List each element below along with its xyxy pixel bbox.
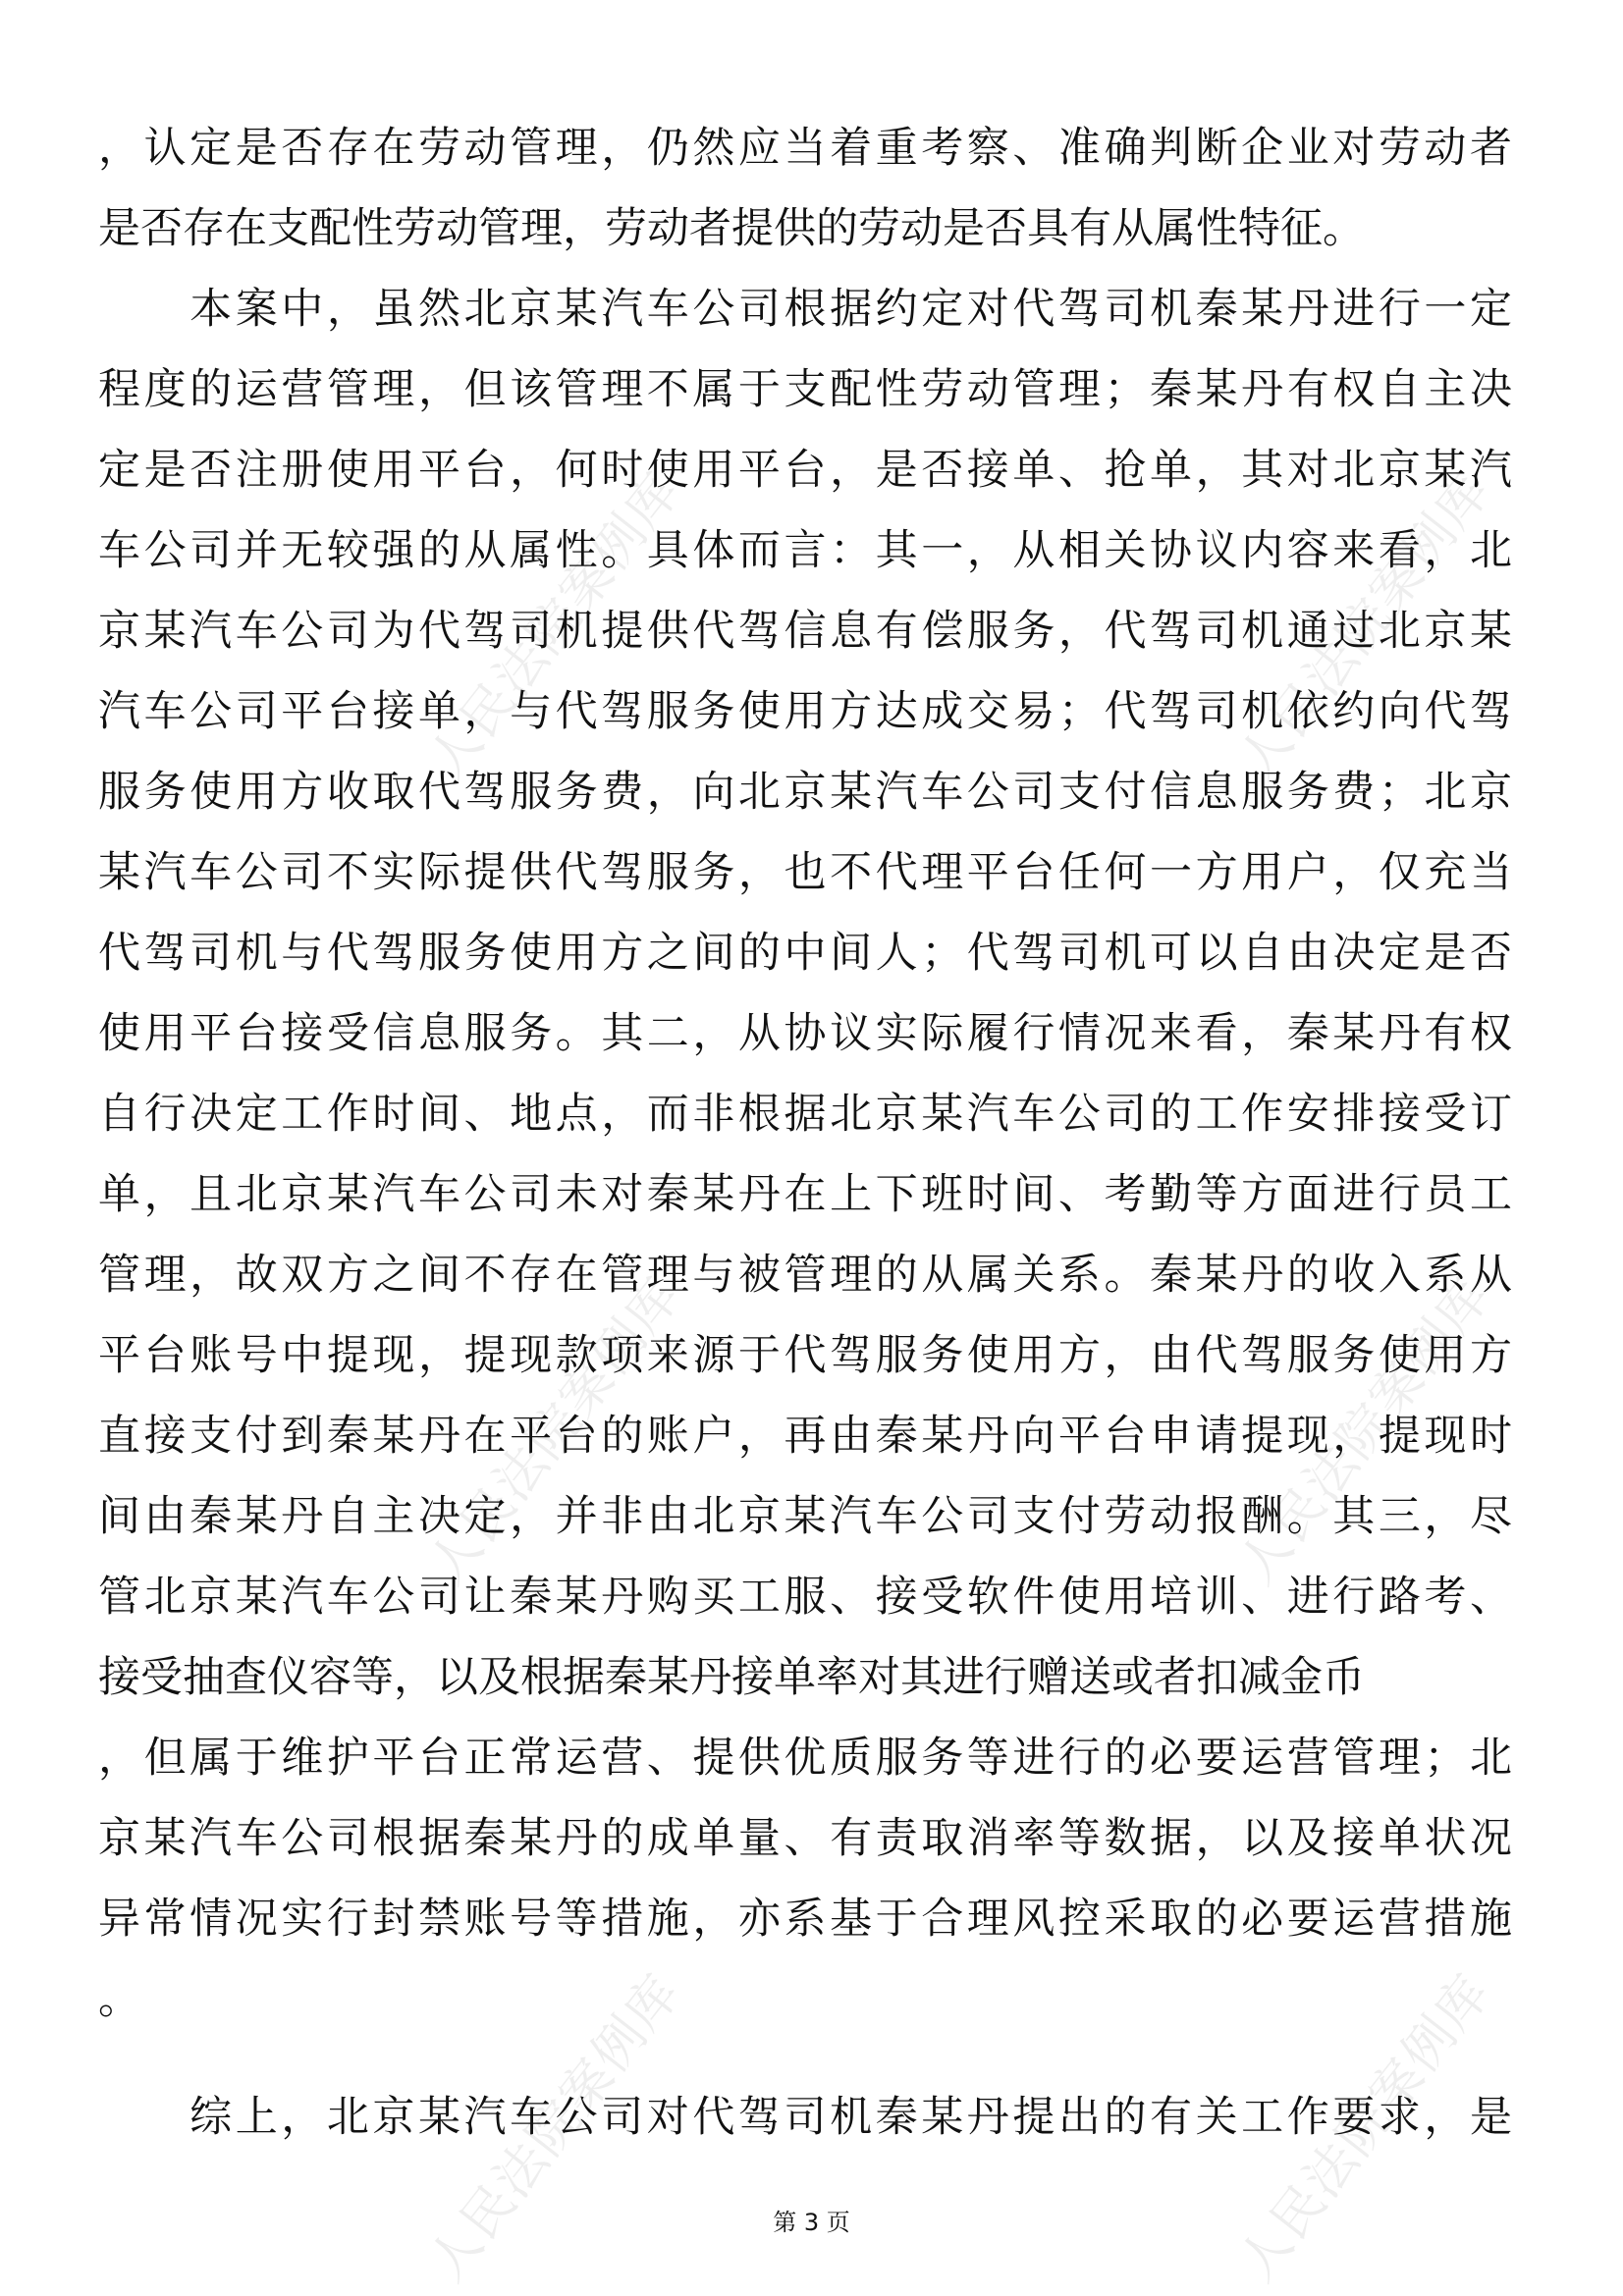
watermark: 人民法院案例库 [1227, 1963, 1503, 2292]
watermark: 人民法院案例库 [1227, 461, 1503, 790]
text-line: 车公司并无较强的从属性。具体而言：其一，从相关协议内容来看，北 [98, 526, 1512, 575]
text-line: 接受抽查仪容等，以及根据秦某丹接单率对其进行赠送或者扣减金币 [98, 1653, 1365, 1702]
body-text [98, 108, 1512, 2158]
watermark: 人民法院案例库 [417, 1266, 693, 1595]
text-line: ，但属于维护平台正常运营、提供优质服务等进行的必要运营管理；北 [98, 1734, 1512, 1783]
text-line: 间由秦某丹自主决定，并非由北京某汽车公司支付劳动报酬。其三，尽 [98, 1492, 1512, 1541]
text-line: 单，且北京某汽车公司未对秦某丹在上下班时间、考勤等方面进行员工 [98, 1170, 1512, 1219]
text-line: 京某汽车公司根据秦某丹的成单量、有责取消率等数据，以及接单状况 [98, 1814, 1512, 1863]
text-line: 自行决定工作时间、地点，而非根据北京某汽车公司的工作安排接受订 [98, 1090, 1512, 1139]
text-line: 使用平台接受信息服务。其二，从协议实际履行情况来看，秦某丹有权 [98, 1009, 1512, 1058]
text-line: 代驾司机与代驾服务使用方之间的中间人；代驾司机可以自由决定是否 [98, 929, 1512, 978]
text-line: 汽车公司平台接单，与代驾服务使用方达成交易；代驾司机依约向代驾 [98, 687, 1512, 736]
text-line: 直接支付到秦某丹在平台的账户，再由秦某丹向平台申请提现，提现时 [98, 1412, 1512, 1461]
watermark: 人民法院案例库 [417, 1963, 693, 2292]
text-line: 。 [98, 1975, 140, 2024]
text-line: 京某汽车公司为代驾司机提供代驾信息有偿服务，代驾司机通过北京某 [98, 607, 1512, 656]
text-line: ，认定是否存在劳动管理，仍然应当着重考察、准确判断企业对劳动者 [98, 124, 1512, 173]
text-line: 管理，故双方之间不存在管理与被管理的从属关系。秦某丹的收入系从 [98, 1251, 1512, 1300]
watermark: 人民法院案例库 [1227, 1266, 1503, 1595]
text-line: 管北京某汽车公司让秦某丹购买工服、接受软件使用培训、进行路考、 [98, 1573, 1512, 1622]
watermark: 人民法院案例库 [417, 461, 693, 790]
text-line: 程度的运营管理，但该管理不属于支配性劳动管理；秦某丹有权自主决 [98, 365, 1512, 414]
text-line: 定是否注册使用平台，何时使用平台，是否接单、抢单，其对北京某汽 [98, 446, 1512, 495]
text-line: 本案中，虽然北京某汽车公司根据约定对代驾司机秦某丹进行一定 [98, 285, 1512, 334]
text-line: 综上，北京某汽车公司对代驾司机秦某丹提出的有关工作要求，是 [98, 2093, 1512, 2142]
text-line: 服务使用方收取代驾服务费，向北京某汽车公司支付信息服务费；北京 [98, 768, 1512, 817]
text-line: 异常情况实行封禁账号等措施，亦系基于合理风控采取的必要运营措施 [98, 1895, 1512, 1944]
text-line: 某汽车公司不实际提供代驾服务，也不代理平台任何一方用户，仅充当 [98, 848, 1512, 897]
page-number: 第 3 页 [773, 2209, 850, 2236]
text-line: 是否存在支配性劳动管理，劳动者提供的劳动是否具有从属性特征。 [98, 204, 1365, 253]
text-line: 平台账号中提现，提现款项来源于代驾服务使用方，由代驾服务使用方 [98, 1331, 1512, 1380]
